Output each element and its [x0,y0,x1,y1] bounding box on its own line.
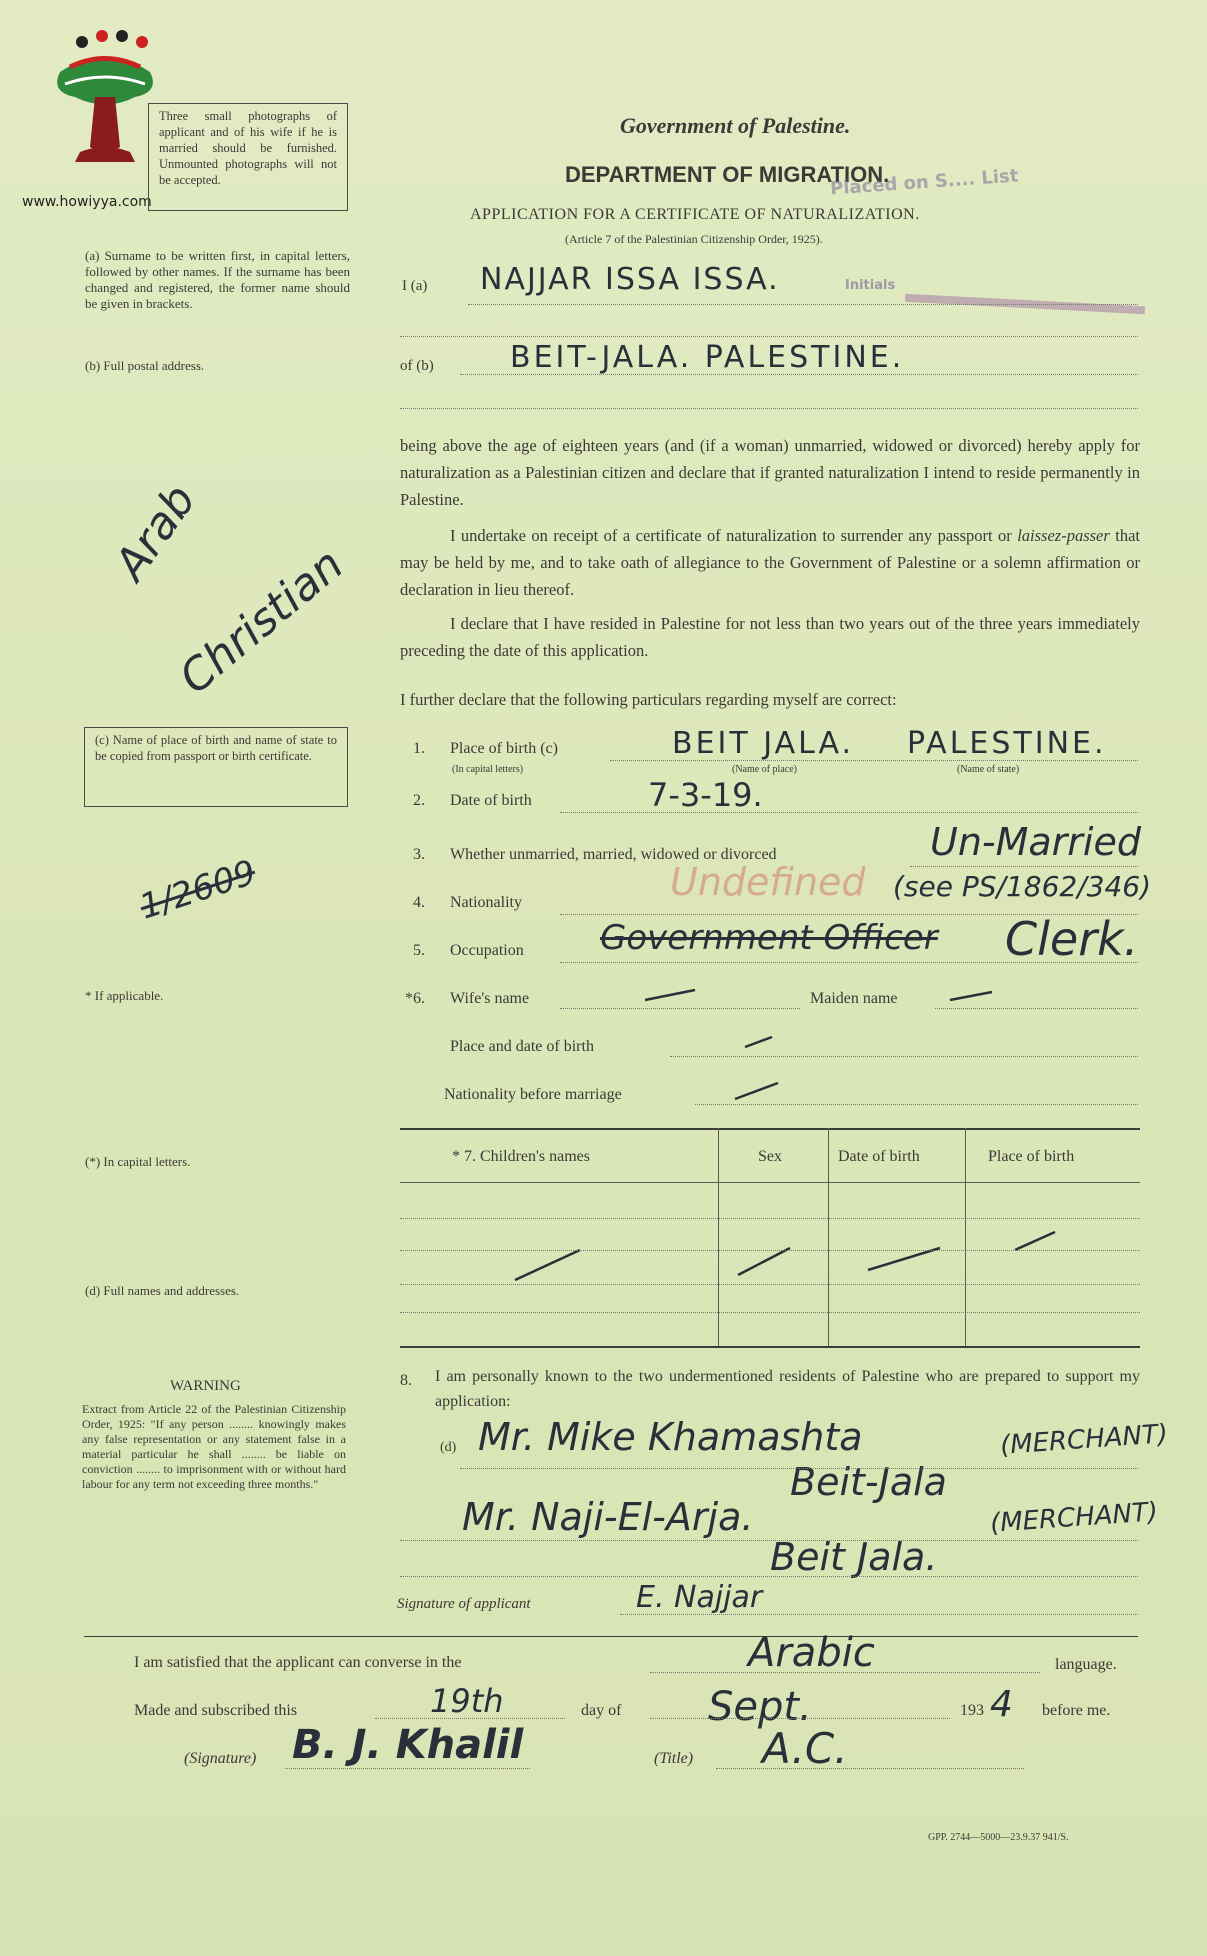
officer-signature: B. J. Khalil [292,1722,524,1768]
dob-header: Date of birth [838,1148,920,1165]
table-row-1 [400,1218,1140,1219]
i-label: I (a) [402,278,428,294]
referee-2-name: Mr. Naji-El-Arja. [462,1495,754,1539]
occupation-struck: Government Officer [600,918,938,958]
made-text: Made and subscribed this [134,1702,298,1719]
day-value: 19th [430,1682,504,1720]
sex-header: Sex [758,1148,782,1165]
title-line [716,1768,1024,1769]
para-age: being above the age of eighteen years (and (if a woman) unmarried, widowed or divorced) hereby apply for naturalization as a Palestinian citizen and declare that if granted naturalization I intend to reside permanently in Palestine. [400,436,1140,509]
officer-signature-label: (Signature) [184,1750,257,1767]
article-ref: (Article 7 of the Palestinian Citizenship Order, 1925). [565,232,823,246]
nationality-value: (see PS/1862/346) [893,870,1152,903]
referee-1-name: Mr. Mike Khamashta [478,1415,863,1459]
item-4-label: Nationality [450,894,522,911]
name-of-place: (Name of place) [732,764,797,775]
warning-text: Extract from Article 22 of the Palestinian Citizenship Order, 1925: "If any person ........ knowingly makes any false representation or any statement false in a material particular he shall ........ be liable on conviction ........ to imprisonment with or without hard labour for any term not exceeding three months." [82,1402,346,1491]
item-1-sub: (In capital letters) [452,764,524,775]
table-col-2 [828,1128,829,1346]
footer-code: GPP. 2744—5000—23.9.37 941/S. [928,1832,1069,1843]
applicant-signature: E. Najjar [636,1580,763,1615]
occupation-value: Clerk. [1005,912,1139,966]
referee-1-occupation: (MERCHANT) [999,1419,1169,1461]
signature-rule [84,1636,1138,1637]
para-further: I further declare that the following particulars regarding myself are correct: [400,690,897,709]
place-date-birth-label: Place and date of birth [450,1038,594,1055]
item-4-num: 4. [413,894,425,911]
title-value: A.C. [762,1724,848,1773]
item-1-num: 1. [413,740,425,757]
item-1-label: Place of birth (c) [450,740,558,757]
item-3-label: Whether unmarried, married, widowed or divorced [450,846,777,863]
year-prefix: 193 [960,1702,984,1719]
note-a: (a) Surname to be written first, in capital letters, followed by other names. If the surname has been changed and registered, the former name should be given in brackets. [85,248,350,311]
item-5-num: 5. [413,942,425,959]
note-capital: (*) In capital letters. [85,1154,191,1169]
table-top-rule [400,1128,1140,1130]
para-undertake-a: I undertake on receipt of a certificate of naturalization to surrender any passport or [450,526,1018,545]
initials-stamp: Initials [845,278,896,293]
signature-label: Signature of applicant [397,1596,531,1612]
pob-header: Place of birth [988,1148,1075,1165]
item-6-num: *6. [405,990,425,1007]
table-col-1 [718,1128,719,1346]
table-row-2 [400,1250,1140,1251]
placed-on-list-stamp: Placed on S.... List [829,165,1020,200]
date-of-birth: 7-3-19. [648,776,763,814]
table-row-3 [400,1284,1140,1285]
form-title: APPLICATION FOR A CERTIFICATE OF NATURALIZATION. [470,206,920,223]
nationality-struck: Undefined [670,860,866,904]
government-title: Government of Palestine. [620,113,851,138]
note-b: (b) Full postal address. [85,358,205,373]
language-label: language. [1055,1656,1117,1673]
table-header-rule [400,1182,1140,1183]
state-of-birth: PALESTINE. [907,726,1107,761]
department-title: DEPARTMENT OF MIGRATION. [565,162,890,187]
table-col-3 [965,1128,966,1346]
margin-note-arab: Arab [105,475,206,590]
item-5-label: Occupation [450,942,524,959]
marital-status: Un-Married [930,820,1141,864]
item-2-num: 2. [413,792,425,809]
ref-number: 1/2609 [134,852,261,928]
para-undertake-b: that may be held by me, and to take oath of allegiance to the Government of Palestine or a solemn affirmation or declaration in lieu thereof. [400,526,1140,599]
of-label: of (b) [400,358,434,374]
day-of-text: day of [581,1702,622,1719]
applicant-address: BEIT-JALA. PALESTINE. [510,340,905,375]
day-line [375,1718,565,1719]
referee-line-3 [400,1576,1138,1577]
referee-1-place: Beit-Jala [790,1460,947,1504]
title-label: (Title) [654,1750,694,1767]
signature-line [620,1614,1138,1615]
item-6-label: Wife's name [450,990,530,1007]
note-applicable: * If applicable. [85,988,164,1003]
place-of-birth: BEIT JALA. [672,726,855,761]
children-names-header: * 7. Children's names [452,1148,590,1165]
logo-text[interactable]: www.howiyya.com [22,194,152,210]
satisfied-text: I am satisfied that the applicant can converse in the [134,1654,462,1671]
maiden-name-label: Maiden name [810,990,898,1007]
month-value: Sept. [708,1684,812,1730]
table-bottom-rule [400,1346,1140,1348]
nationality-before-label: Nationality before marriage [444,1086,622,1103]
item-8-num: 8. [400,1372,412,1389]
referee-2-place: Beit Jala. [770,1535,938,1579]
language-line [650,1672,1040,1673]
margin-note-christian: Christian [170,538,354,705]
year-suffix: 4 [990,1684,1013,1725]
note-d: (d) Full names and addresses. [85,1283,240,1298]
laissez-passer: laissez-passer [1017,526,1110,545]
photo-note: Three small photographs of applicant and of his wife if he is married should be furnished. Unmounted photographs will not be accepted. [159,109,337,187]
table-row-4 [400,1312,1140,1313]
referee-line-2 [400,1540,1138,1541]
applicant-name: NAJJAR ISSA ISSA. [480,262,780,297]
referee-2-occupation: (MERCHANT) [989,1497,1159,1539]
language-value: Arabic [748,1630,875,1676]
item-8-text: I am personally known to the two undermentioned residents of Palestine who are prepared to support my application: [435,1368,1140,1410]
d-label: (d) [440,1440,457,1455]
referee-line-1 [460,1468,1138,1469]
before-me-text: before me. [1042,1702,1111,1719]
month-line [650,1718,950,1719]
item-2-label: Date of birth [450,792,532,809]
item-3-num: 3. [413,846,425,863]
note-c: (c) Name of place of birth and name of state to be copied from passport or birth certificate. [95,733,337,763]
officer-signature-line [285,1768,530,1769]
name-of-state: (Name of state) [957,764,1020,775]
para-resided: I declare that I have resided in Palestine for not less than two years out of the three years immediately preceding the date of this application. [400,614,1140,660]
warning-title: WARNING [170,1378,241,1394]
